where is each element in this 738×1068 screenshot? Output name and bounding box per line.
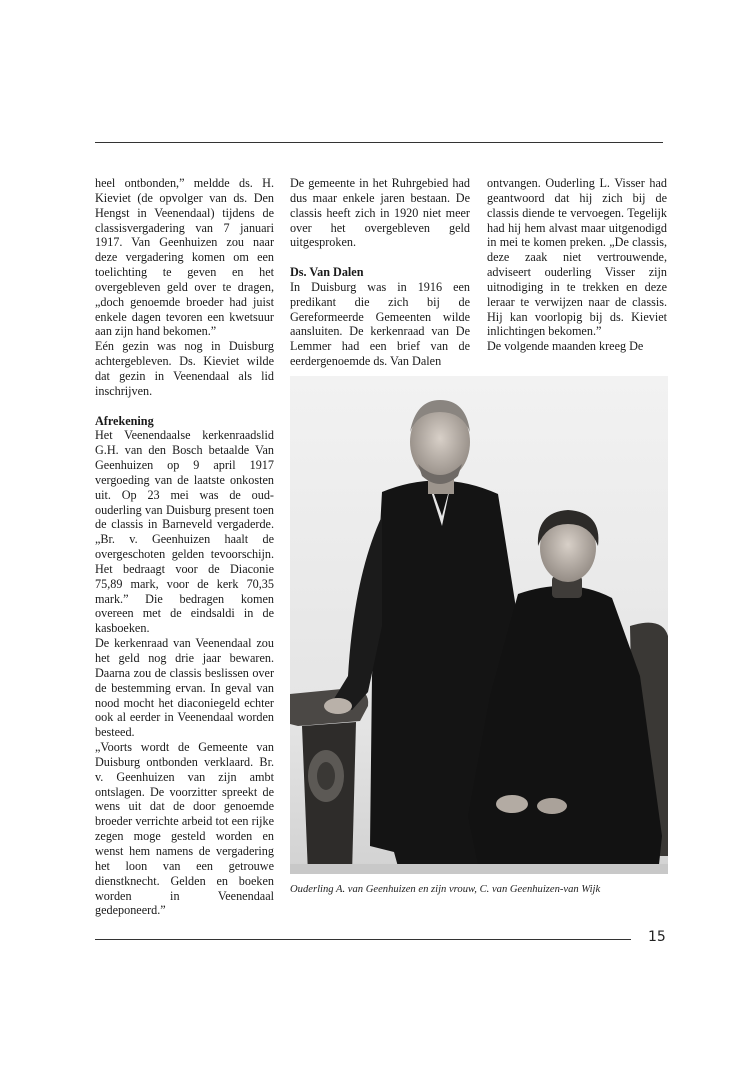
section-heading-afrekening: Afrekening [95,413,154,428]
photo-caption: Ouderling A. van Geenhuizen en zijn vrouw, C. van Geenhuizen-van Wijk [290,884,601,895]
column-1 [95,176,274,918]
col2-paragraph-1: De gemeente in het Ruhrgebied had dus maar enkele jaren bestaan. De classis heeft zich in 1920 niet meer over het overgebleven geld uitgesproken. [290,176,470,250]
portrait-illustration [290,376,668,874]
footer-rule [95,939,631,940]
header-rule [95,142,663,143]
col1-paragraph-4: De kerkenraad van Veenendaal zou het geld nog drie jaar bewaren. Daarna zou de classis beslissen over de bestemming ervan. In geval van nood mocht het diaconiegeld echter ook al eerder in Veenendaal worden besteed. [95,636,274,740]
portrait-photo [290,376,668,874]
column-2 [290,176,470,369]
column-3 [487,176,667,354]
col1-paragraph-1: heel ontbonden,” meldde ds. H. Kieviet (de opvolger van ds. Den Hengst in Veenendaal) tijdens de classisvergadering van 7 januari 1917. Van Geenhuizen zou naar deze vergadering komen om een toelichting te geven en het overgebleven geld over te dragen, „doch genoemde broeder had juist enkele dagen tevoren een kwetsuur aan zijn hand bekomen.” [95,176,274,339]
col1-paragraph-5: „Voorts wordt de Gemeente van Duisburg ontbonden verklaard. Br. v. Geenhuizen van zijn ambt ontslagen. De voorzitter spreekt de wens uit dat de door genoemde broeder verrichte arbeid tot een rijke zegen moge gesteld worden en wenst hem namens de vergadering het loon van een getrouwe dienstknecht. Gelden en boeken worden in Veenendaal gedeponeerd.” [95,740,274,918]
col2-paragraph-2: In Duisburg was in 1916 een predikant die zich bij de Gereformeerde Gemeenten wilde aansluiten. De kerkenraad van De Lemmer had een brief van de eerdergenoemde ds. Van Dalen [290,279,470,369]
col1-paragraph-2: Eén gezin was nog in Duisburg achtergebleven. Ds. Kieviet wilde dat gezin in Veenendaal als lid inschrijven. [95,339,274,398]
col3-paragraph-1: ontvangen. Ouderling L. Visser had geantwoord dat hij zich bij de classis diende te vervoegen. Tegelijk had hij hem alvast maar uitgenodigd in mei te komen preken. „De classis, deze zaak niet vertrouwende, adviseert ouderling Visser zijn uitnodiging in te trekken en deze leraar te verwijzen naar de classis. Hij kan voorlopig bij ds. Kieviet inlichtingen bekomen.” [487,176,667,339]
page-number: 15 [648,929,666,945]
col3-paragraph-2: De volgende maanden kreeg De [487,339,644,354]
col1-paragraph-3: Het Veenendaalse kerkenraadslid G.H. van den Bosch betaalde Van Geenhuizen op 9 april 1917 vergoeding van de laatste onkosten uit. Op 23 mei was de oud-ouderling van Duisburg present toen de classis in Barneveld vergaderde. „Br. v. Geenhuizen haalt de overgeschoten gelden tevoorschijn. Het bedraagt voor de Diaconie 75,89 mark, voor de kerk 70,35 mark.” Die bedragen komen overeen met de eindsaldi in de kasboeken. [95,428,274,636]
section-heading-ds-van-dalen: Ds. Van Dalen [290,265,364,280]
